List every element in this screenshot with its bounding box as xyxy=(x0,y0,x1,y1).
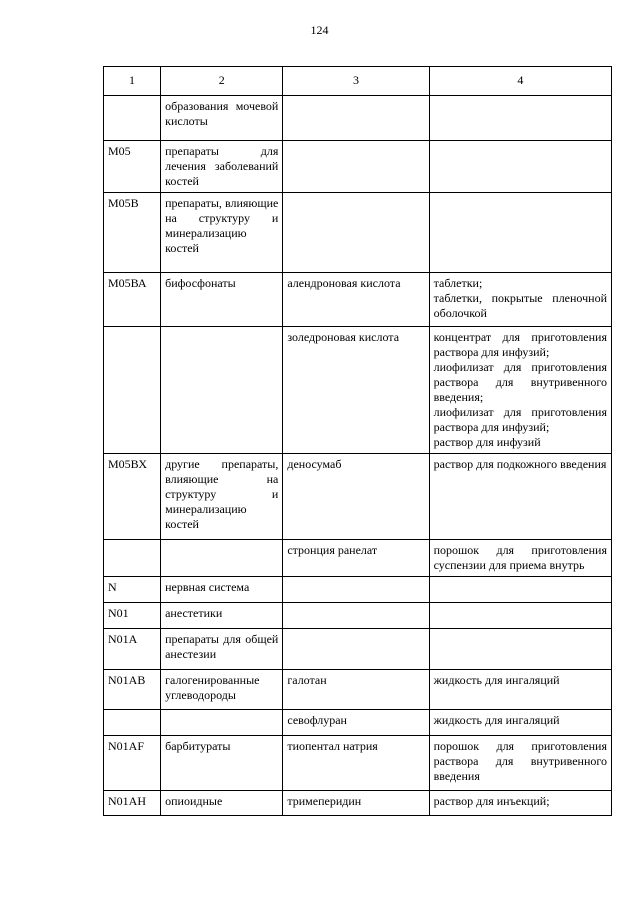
group-name-cell: нервная система xyxy=(161,577,283,603)
table-row xyxy=(104,540,612,577)
table-row xyxy=(104,273,612,327)
dosage-forms-cell xyxy=(429,141,611,193)
substance-cell: золедроновая кислота xyxy=(283,327,429,454)
atc-code-cell: N01AB xyxy=(104,670,161,710)
group-name-cell: опиоидные xyxy=(161,791,283,816)
dosage-forms-cell xyxy=(429,710,611,736)
dosage-form: раствор для подкожного введения xyxy=(433,457,607,471)
table-row xyxy=(104,577,612,603)
dosage-form: жидкость для ингаляций xyxy=(433,673,560,687)
substance-cell xyxy=(283,577,429,603)
header-cell-1: 1 xyxy=(104,67,161,96)
dosage-form: раствор для инъекций; xyxy=(433,794,550,808)
page-number: 124 xyxy=(310,23,329,37)
atc-code-cell: N01A xyxy=(104,629,161,670)
atc-code-cell: М05 xyxy=(104,141,161,193)
group-name-cell: образования мочевой кислоты xyxy=(161,96,283,141)
table-row xyxy=(104,629,612,670)
substance-cell: деносумаб xyxy=(283,454,429,540)
table-row xyxy=(104,141,612,193)
group-name-cell: барбитураты xyxy=(161,736,283,791)
substance-cell xyxy=(283,193,429,273)
group-name-cell xyxy=(161,710,283,736)
substance-cell: галотан xyxy=(283,670,429,710)
group-name-cell xyxy=(161,540,283,577)
table-header-row xyxy=(104,67,612,96)
substance-cell xyxy=(283,96,429,141)
atc-code-cell: N01AH xyxy=(104,791,161,816)
dosage-form: лиофилизат для приготовления раствора для внутривенного введения; xyxy=(433,360,607,404)
group-name-cell: препараты для общей анестезии xyxy=(161,629,283,670)
dosage-form: раствор для инфузий xyxy=(433,435,541,449)
atc-code-cell xyxy=(104,710,161,736)
substance-cell xyxy=(283,141,429,193)
dosage-forms-cell xyxy=(429,327,611,454)
dosage-forms-cell xyxy=(429,193,611,273)
dosage-form: концентрат для приготовления раствора для инфузий; xyxy=(433,330,607,359)
substance-cell: алендроновая кислота xyxy=(283,273,429,327)
dosage-form: порошок для приготовления суспензии для приема внутрь xyxy=(433,543,607,572)
table-row xyxy=(104,603,612,629)
substance-cell: стронция ранелат xyxy=(283,540,429,577)
dosage-forms-cell xyxy=(429,629,611,670)
dosage-form: таблетки; xyxy=(433,276,483,290)
dosage-form: лиофилизат для приготовления раствора для инфузий; xyxy=(433,405,607,434)
dosage-forms-cell xyxy=(429,736,611,791)
dosage-forms-cell xyxy=(429,96,611,141)
dosage-form: порошок для приготовления раствора для внутривенного введения xyxy=(433,739,607,783)
header-cell-4: 4 xyxy=(429,67,611,96)
atc-code-cell xyxy=(104,540,161,577)
atc-code-cell: М05ВХ xyxy=(104,454,161,540)
group-name-cell xyxy=(161,327,283,454)
substance-cell: тримеперидин xyxy=(283,791,429,816)
table-row xyxy=(104,96,612,141)
dosage-form: таблетки, покрытые пленочной оболочкой xyxy=(433,291,607,320)
dosage-forms-cell xyxy=(429,454,611,540)
substance-cell xyxy=(283,629,429,670)
group-name-cell: бифосфонаты xyxy=(161,273,283,327)
substance-cell: тиопентал натрия xyxy=(283,736,429,791)
header-cell-3: 3 xyxy=(283,67,429,96)
table-row xyxy=(104,454,612,540)
atc-code-cell: М05В xyxy=(104,193,161,273)
atc-code-cell: М05ВА xyxy=(104,273,161,327)
header-cell-2: 2 xyxy=(161,67,283,96)
dosage-forms-cell xyxy=(429,540,611,577)
dosage-form: жидкость для ингаляций xyxy=(433,713,560,727)
atc-code-cell: N01AF xyxy=(104,736,161,791)
substance-cell xyxy=(283,603,429,629)
group-name-cell: препараты, влияющие на структуру и минерализацию костей xyxy=(161,193,283,273)
drug-table xyxy=(103,66,612,816)
table-row xyxy=(104,327,612,454)
dosage-forms-cell xyxy=(429,603,611,629)
atc-code-cell: N01 xyxy=(104,603,161,629)
table-row xyxy=(104,670,612,710)
dosage-forms-cell xyxy=(429,670,611,710)
atc-code-cell xyxy=(104,327,161,454)
atc-code-cell xyxy=(104,96,161,141)
table-row xyxy=(104,193,612,273)
table-row xyxy=(104,791,612,816)
table-body xyxy=(104,96,612,816)
group-name-cell: препараты для лечения заболеваний костей xyxy=(161,141,283,193)
group-name-cell: галогенированные углеводороды xyxy=(161,670,283,710)
substance-cell: севофлуран xyxy=(283,710,429,736)
group-name-cell: анестетики xyxy=(161,603,283,629)
table-row xyxy=(104,736,612,791)
group-name-cell: другие препараты, влияющие на структуру и минерализацию костей xyxy=(161,454,283,540)
table-row xyxy=(104,710,612,736)
dosage-forms-cell xyxy=(429,273,611,327)
dosage-forms-cell xyxy=(429,791,611,816)
dosage-forms-cell xyxy=(429,577,611,603)
atc-code-cell: N xyxy=(104,577,161,603)
